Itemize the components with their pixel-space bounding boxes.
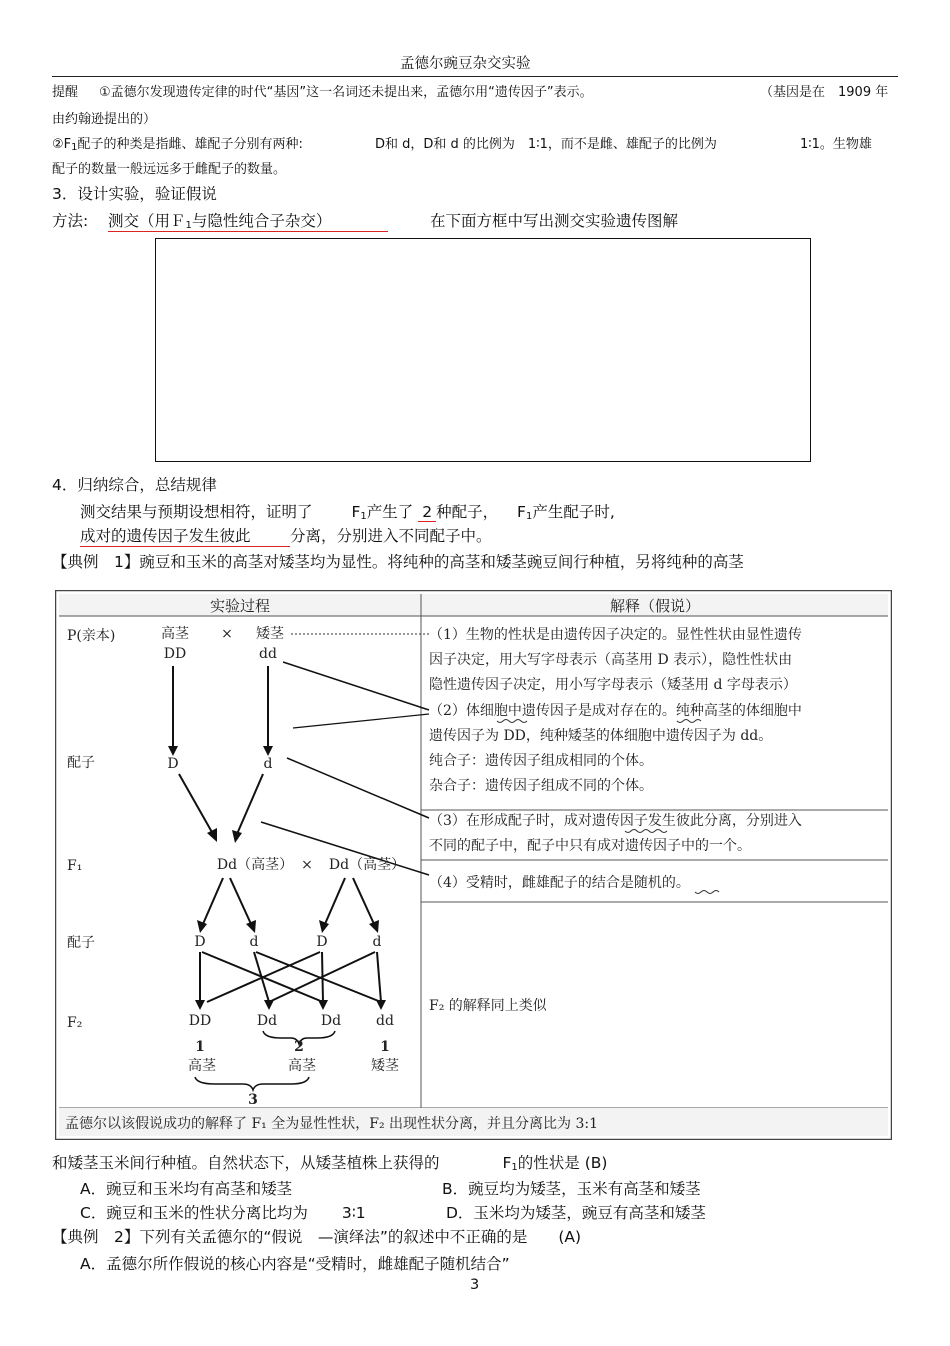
section4-heading: 4．归纳综合，总结规律 — [52, 476, 217, 494]
parent-tall-genotype: DD — [163, 646, 187, 662]
example1-text: 【典例 1】豌豆和玉米的高茎对矮茎均为显性。将纯种的高茎和矮茎豌豆间行种植，另将纯种的高茎 — [52, 553, 744, 571]
gamete2-2: D — [316, 934, 328, 950]
expl-2-line1: （2）体细胞中遗传因子是成对存在的。纯种高茎的体细胞中 — [429, 703, 802, 719]
reminder-note: （基因是在 1909 年 — [760, 85, 889, 100]
example1-option-C: C．豌豆和玉米的性状分离比均为 3∶1 — [80, 1204, 366, 1222]
example1-option-B: B．豌豆均为矮茎，玉米有高茎和矮茎 — [442, 1180, 701, 1198]
col-right-header: 解释（假说） — [609, 597, 701, 615]
example1-continuation: 和矮茎玉米间行种植。自然状态下，从矮茎植株上获得的 $F_1$的性状是 (B) — [52, 1154, 608, 1173]
f2-group-count: 3 — [248, 1092, 258, 1108]
parent-short-genotype: dd — [259, 646, 277, 662]
method-value: 测交（用Ｆ$_1$与隐性纯合子杂交） — [108, 209, 388, 232]
f1-right: Dd（高茎） — [328, 857, 406, 873]
f1-left: Dd（高茎） — [216, 857, 294, 873]
expl-2-line2: 遗传因子为 DD，纯种矮茎的体细胞中遗传因子为 dd。 — [429, 728, 773, 744]
section3-heading: 3．设计实验，验证假说 — [52, 185, 217, 203]
expl-1-line3: 隐性遗传因子决定，用小写字母表示（矮茎用 d 字母表示） — [429, 677, 797, 693]
expl-3-line1: （3）在形成配子时，成对遗传因子发生彼此分离，分别进入 — [429, 813, 802, 829]
example2-answer: (A) — [558, 1228, 582, 1246]
method-instruction: 在下面方框中写出测交实验遗传图解 — [430, 212, 679, 230]
example2-text: 【典例 2】下列有关孟德尔的“假说 —演绎法”的叙述中不正确的是 (A) — [52, 1228, 582, 1246]
answer-box[interactable] — [155, 238, 811, 462]
f2-DD: DD — [188, 1013, 212, 1029]
f2-count-3: 1 — [380, 1039, 390, 1055]
gamete1-D: D — [167, 756, 179, 772]
parent-cross: × — [221, 626, 233, 642]
reminder-line1: ①孟德尔发现遗传定律的时代“基因”这一名词还未提出来，孟德尔用“遗传因子”表示。 — [99, 85, 593, 100]
reminder-label: 提醒 — [52, 85, 79, 100]
expl-2-line3: 纯合子：遗传因子组成相同的个体。 — [429, 753, 653, 769]
gamete2-3: d — [372, 934, 382, 950]
f2-pheno-3: 矮茎 — [371, 1058, 399, 1074]
example2-option-A: A．孟德尔所作假说的核心内容是“受精时，雌雄配子随机结合” — [80, 1255, 510, 1273]
figure-footer: 孟德尔以该假说成功的解释了 F₁ 全为显性性状，F₂ 出现性状分离，并且分离比为 3:1 — [65, 1116, 598, 1132]
reminder-line2: 由约翰逊提出的） — [52, 112, 157, 127]
page-number: 3 — [470, 1277, 480, 1293]
f2-explanation-note: F₂ 的解释同上类似 — [429, 998, 547, 1014]
gamete1-d: d — [263, 756, 273, 772]
reminder-line3-end: 1∶1。生物雄 — [800, 137, 872, 152]
row-label-gamete1: 配子 — [67, 755, 95, 771]
header-rule — [52, 76, 898, 77]
row-label-gamete2: 配子 — [67, 935, 95, 951]
row-label-p: P(亲本) — [67, 628, 116, 644]
f2-count-1: 1 — [195, 1039, 205, 1055]
parent-short: 矮茎 — [256, 626, 284, 642]
f2-pheno-1: 高茎 — [188, 1058, 216, 1074]
page-title: 孟德尔豌豆杂交实验 — [400, 56, 531, 72]
f2-Dd-2: Dd — [320, 1013, 342, 1029]
f2-pheno-2: 高茎 — [288, 1058, 316, 1074]
gamete2-1: d — [249, 934, 259, 950]
example1-option-D: D．玉米均为矮茎，豌豆有高茎和矮茎 — [446, 1204, 706, 1222]
row-label-f2: F₂ — [67, 1015, 83, 1031]
section4-line2: 成对的遗传因子发生彼此 分离，分别进入不同配子中。 — [80, 524, 492, 547]
f1-cross: × — [301, 857, 313, 873]
expl-3-line2: 不同的配子中，配子中只有成对遗传因子中的一个。 — [429, 838, 751, 854]
expl-1-line1: （1）生物的性状是由遗传因子决定的。显性性状由显性遗传 — [429, 627, 802, 643]
expl-2-line4: 杂合子：遗传因子组成不同的个体。 — [429, 778, 653, 794]
col-left-header: 实验过程 — [209, 597, 271, 615]
f2-Dd-1: Dd — [256, 1013, 278, 1029]
row-label-f1: F₁ — [67, 858, 83, 874]
method-label: 方法: — [52, 212, 89, 230]
reminder-line3-ratio: D和 d，D和 d 的比例为 1∶1，而不是雌、雄配子的比例为 — [375, 137, 717, 152]
f2-count-2: 2 — [294, 1039, 304, 1055]
reminder-line4: 配子的数量一般远远多于雌配子的数量。 — [52, 162, 287, 177]
example1-option-A: A．豌豆和玉米均有高茎和矮茎 — [80, 1180, 293, 1198]
expl-1-line2: 因子决定，用大写字母表示（高茎用 D 表示），隐性性状由 — [429, 652, 793, 668]
mendel-hypothesis-figure — [55, 590, 892, 1140]
expl-4: （4）受精时，雌雄配子的结合是随机的。 — [429, 875, 690, 891]
parent-tall: 高茎 — [161, 626, 189, 642]
gamete2-0: D — [194, 934, 206, 950]
reminder-line3: $②F_1$配子的种类是指雌、雄配子分别有两种: — [52, 137, 303, 153]
f2-dd: dd — [376, 1013, 394, 1029]
example1-answer: (B) — [584, 1154, 608, 1172]
section4-line1: 测交结果与预期设想相符，证明了 $F_1$产生了 2 种配子， $F_1$产生配子时, — [80, 503, 615, 522]
